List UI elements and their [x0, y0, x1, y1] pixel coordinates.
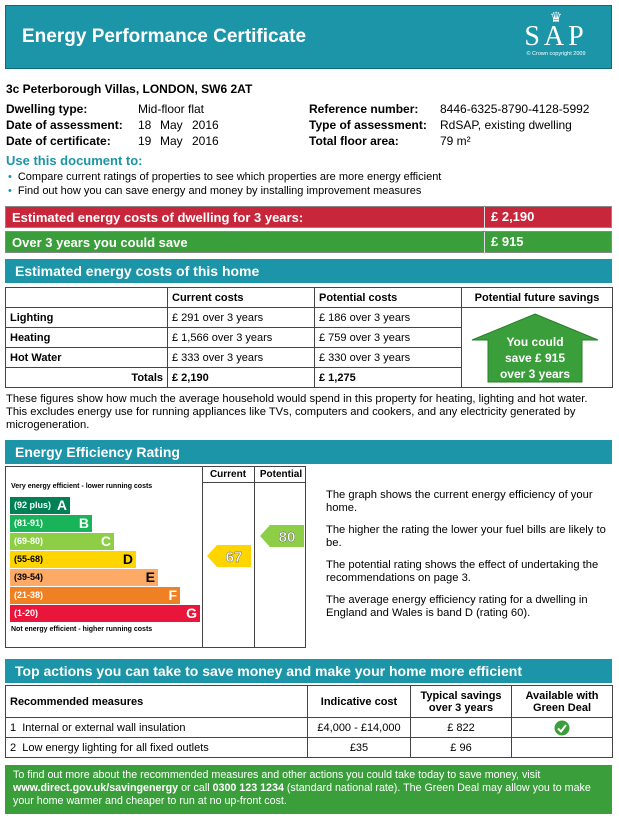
table-row	[6, 738, 613, 758]
band-a: (92 plus) A	[10, 497, 70, 514]
band-f: (21-38) F	[10, 587, 180, 604]
footer-info	[5, 765, 612, 814]
row-label: Heating	[6, 328, 168, 348]
current-rating-arrow	[207, 545, 251, 567]
use-document-title: Use this document to:	[6, 153, 143, 168]
estimated-cost-bar	[5, 206, 612, 228]
savingenergy-link[interactable]: www.direct.gov.uk/savingenergy	[13, 782, 179, 794]
phone-number: 0300 123 1234	[212, 782, 284, 794]
date-certificate-year: 2016	[192, 134, 219, 148]
savings-cell: £ 96	[411, 738, 512, 758]
footer-text: (standard national rate). The Green Deal may allow you to make your home warmer and cheaper to run at no up-front cost.	[13, 782, 591, 807]
rating-explanation	[326, 489, 612, 629]
explanation-paragraph: The potential rating shows the effect of undertaking the recommendations on page 3.	[326, 559, 599, 584]
current-cost: £ 291 over 3 years	[168, 308, 315, 328]
bullet-item: • Compare current ratings of properties to see which properties are more energy efficient	[8, 171, 442, 183]
header-cell	[6, 288, 168, 308]
cost-cell: £35	[308, 738, 411, 758]
current-cost: £ 333 over 3 years	[168, 348, 315, 368]
actions-table	[5, 685, 613, 758]
totals-current: £ 2,190	[168, 368, 315, 388]
header-banner	[5, 5, 612, 69]
assessment-type-label: Type of assessment:	[309, 118, 427, 132]
floor-area-value: 79 m²	[440, 134, 471, 148]
table-row	[6, 288, 613, 308]
savings-line-1: You could	[506, 335, 564, 349]
date-assessment-month: May	[160, 118, 183, 132]
potential-cost: £ 186 over 3 years	[315, 308, 462, 328]
row-label: Hot Water	[6, 348, 168, 368]
band-b: (81-91) B	[10, 515, 92, 532]
explanation-paragraph: The average energy efficiency rating for a dwelling in England and Wales is band D (rating 60).	[326, 594, 588, 619]
table-row	[6, 718, 613, 738]
header-cell: Current costs	[168, 288, 315, 308]
totals-label: Totals	[6, 368, 168, 388]
reference-number: 8446-6325-8790-4128-5992	[440, 102, 590, 116]
current-rating-value: 67	[225, 549, 243, 566]
savings-house-arrow	[470, 312, 600, 384]
date-assessment-label: Date of assessment:	[6, 118, 123, 132]
band-d: (55-68) D	[10, 551, 136, 568]
costs-explanation: These figures show how much the average household would spend in this property for heating, lighting and hot water. This excludes energy use for running appliances like TVs, computers and cookers, and any electricity generated by microgeneration.	[6, 393, 588, 431]
band-e: (39-54) E	[10, 569, 158, 586]
rating-chart	[5, 466, 306, 648]
footer-text: To find out more about the recommended measures and other actions you could take today to save money, visit	[13, 769, 541, 781]
assessment-type-value: RdSAP, existing dwelling	[440, 118, 572, 132]
green-deal-cell	[512, 738, 613, 758]
date-assessment-year: 2016	[192, 118, 219, 132]
bullet-icon: •	[8, 171, 12, 183]
band-c: (69-80) C	[10, 533, 114, 550]
measure-cell: 2 Low energy lighting for all fixed outlets	[6, 738, 308, 758]
current-cost: £ 1,566 over 3 years	[168, 328, 315, 348]
bullet-icon: •	[8, 185, 12, 197]
estimated-cost-value: £ 2,190	[484, 207, 534, 229]
totals-potential: £ 1,275	[315, 368, 462, 388]
estimated-cost-label: Estimated energy costs of dwelling for 3 years:	[12, 210, 304, 225]
table-row	[6, 686, 613, 718]
potential-cost: £ 759 over 3 years	[315, 328, 462, 348]
potential-rating-arrow	[260, 525, 304, 547]
page-title: Energy Performance Certificate	[22, 26, 307, 47]
saving-value: £ 915	[484, 232, 524, 254]
header-cell: Recommended measures	[6, 686, 308, 718]
bottom-note: Not energy efficient - higher running costs	[11, 626, 153, 633]
measure-cell: 1 Internal or external wall insulation	[6, 718, 308, 738]
date-certificate-month: May	[160, 134, 183, 148]
header-cell: Available with Green Deal	[512, 686, 613, 718]
cost-cell: £4,000 - £14,000	[308, 718, 411, 738]
footer-text: or call	[178, 782, 213, 794]
header-cell: Indicative cost	[308, 686, 411, 718]
actions-section-title: Top actions you can take to save money and make your home more efficient	[5, 659, 612, 683]
potential-cost: £ 330 over 3 years	[315, 348, 462, 368]
header-cell: Typical savings over 3 years	[411, 686, 512, 718]
costs-section-title: Estimated energy costs of this home	[5, 259, 612, 283]
potential-rating-value: 80	[278, 529, 296, 546]
dwelling-type-label: Dwelling type:	[6, 102, 88, 116]
date-assessment-day: 18	[138, 118, 152, 132]
header-cell: Potential costs	[315, 288, 462, 308]
dwelling-type-value: Mid-floor flat	[138, 102, 205, 116]
potential-saving-bar	[5, 231, 612, 253]
check-icon	[554, 720, 570, 736]
sap-logo	[515, 10, 597, 66]
date-certificate-day: 19	[138, 134, 152, 148]
band-g: (1-20) G	[10, 605, 200, 622]
row-label: Lighting	[6, 308, 168, 328]
header-cell: Potential future savings	[462, 288, 613, 308]
date-certificate-label: Date of certificate:	[6, 134, 111, 148]
current-column-header: Current	[209, 469, 247, 480]
potential-column-header: Potential	[259, 469, 303, 480]
floor-area-label: Total floor area:	[309, 134, 399, 148]
copyright-text: © Crown copyright 2009	[526, 51, 586, 57]
crown-icon: ♛	[549, 9, 563, 25]
explanation-paragraph: The graph shows the current energy efficiency of your home.	[326, 489, 593, 514]
saving-label: Over 3 years you could save	[12, 235, 188, 250]
explanation-paragraph: The higher the rating the lower your fuel bills are likely to be.	[326, 524, 606, 549]
rating-section-title: Energy Efficiency Rating	[5, 440, 612, 464]
sap-logo-text: SAP	[524, 21, 588, 52]
reference-label: Reference number:	[309, 102, 419, 116]
green-deal-cell	[512, 718, 613, 738]
savings-line-2: save £ 915	[504, 351, 566, 365]
top-note: Very energy efficient - lower running costs	[11, 483, 153, 490]
savings-line-3: over 3 years	[499, 367, 571, 381]
savings-cell: £ 822	[411, 718, 512, 738]
bullet-item: • Find out how you can save energy and money by installing improvement measures	[8, 185, 422, 197]
property-address: 3c Peterborough Villas, LONDON, SW6 2AT	[6, 82, 253, 96]
